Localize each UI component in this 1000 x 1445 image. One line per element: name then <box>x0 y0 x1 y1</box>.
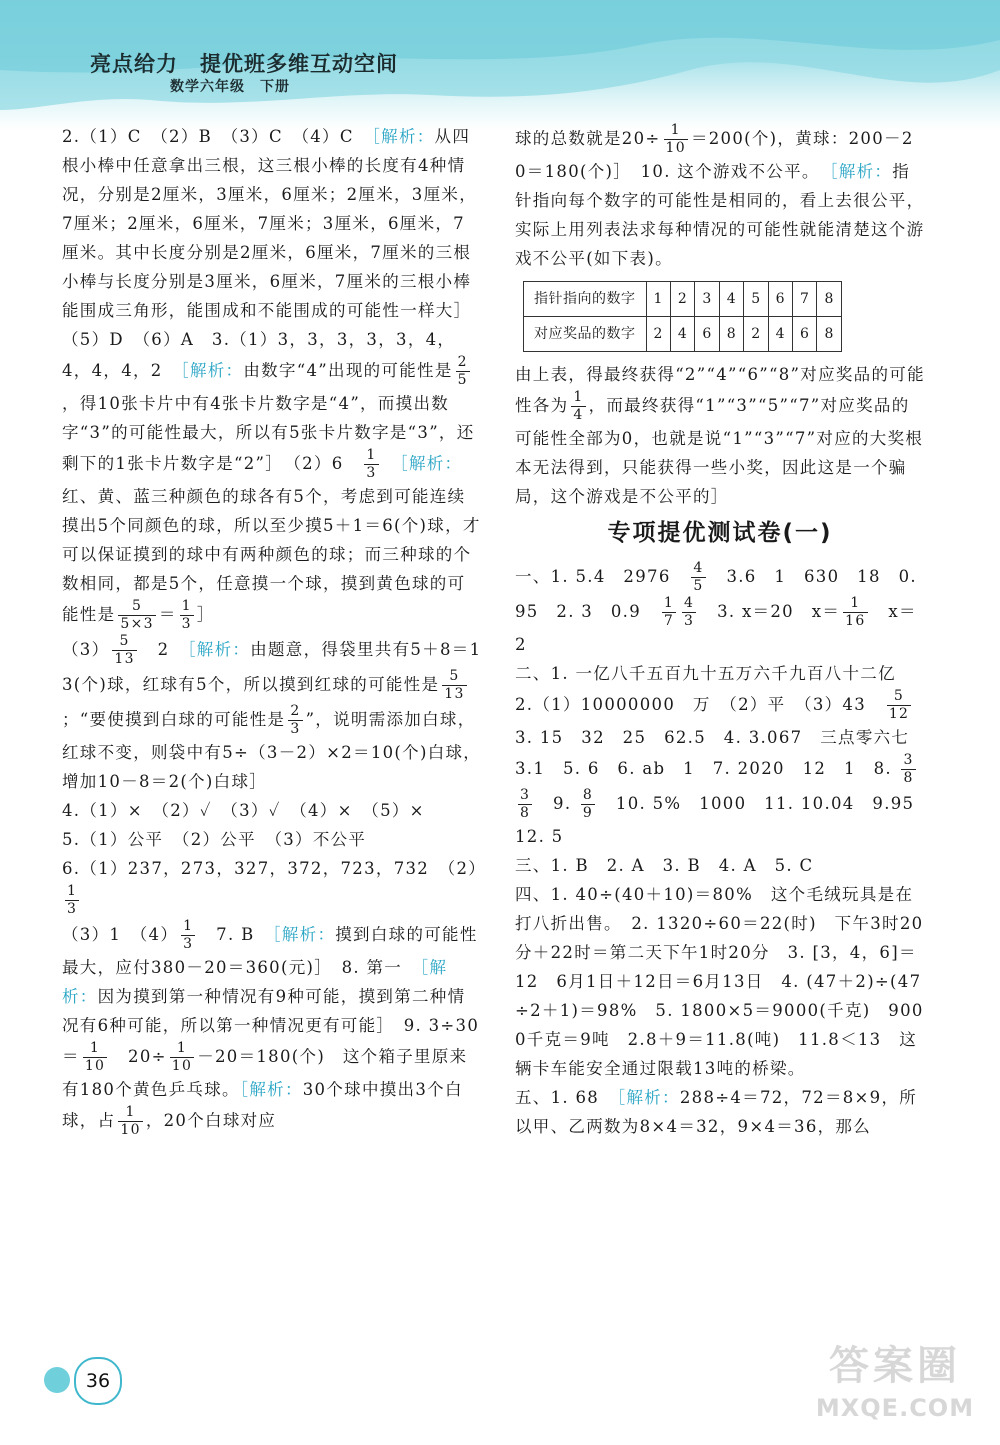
section-3-answers: 三、1. B 2. A 3. B 4. A 5. C <box>515 856 814 875</box>
section-title: 专项提优测试卷(一) <box>607 520 833 546</box>
table-cell: 7 <box>793 282 817 317</box>
answer-q3-part3: （3） $\frac{5}{13}$ 2 ［解析：由题意，得袋里共有5＋8＝13(个)球，红球有5个，所以摸到红球的可能性是 $\frac{5}{13}$ ；“要使摸到白球的可能性是 $\frac{2}{3}$ ”，说明需添加白球，红球不变，则袋中有5÷（3－2）×2＝10(个)白球，增加10－8＝2(个)白球］ <box>62 633 482 791</box>
page-number: 36 <box>74 1357 122 1405</box>
hint-label: ［解析： <box>62 958 448 1006</box>
header-subtitle: 数学六年级 下册 <box>170 79 290 95</box>
table-cell: 2 <box>646 317 670 352</box>
fraction: $\frac{1}{3}$ <box>181 598 192 632</box>
section-2-answers: 二、1. 一亿八千五百九十五万六千九百八十二亿 2.（1）10000000 万 （2）平 （3）43 $\frac{5}{12}$ 3. 15 32 25 62.5 4. 3.067 三点零六七 3.1 5. 6 6. ab 1 7. 2020 12 1 8. $\frac{3}{8}$ $\frac{3}{8}$ 9. $\frac{8}{9}$ 10. 5% 1000 11. 10.04 9.95 12. 5 <box>515 664 933 846</box>
fraction: $\frac{1}{4}$ <box>573 389 584 423</box>
fraction: $\frac{1}{3}$ <box>183 918 194 952</box>
table-cell: 6 <box>695 317 719 352</box>
page-number-decoration <box>44 1367 70 1393</box>
table-row <box>524 317 842 352</box>
answer-q9-cont: 球的总数就是20÷ $\frac{1}{10}$ ＝200(个)，黄球：200－20＝180(个)］ 10. 这个游戏不公平。 ［解析：指针指向每个数字的可能性是相同的，看上去很公平，实际上用列表法求每种情况的可能性就能清楚这个游戏不公平(如下表)。 <box>515 122 925 268</box>
watermark-text: 答案圈 <box>829 1343 961 1389</box>
section-1-answers: 一、1. 5.4 2976 $\frac{4}{5}$ 3.6 1 630 18 0.95 2. 3 0.9 $\frac{1}{7}$ $\frac{4}{3}$ 3. x＝20 x＝ $\frac{1}{16}$ x＝2 <box>515 560 917 654</box>
table-cell: 2 <box>744 317 768 352</box>
fraction: $\frac{1}{10}$ <box>84 1040 106 1074</box>
left-column <box>62 122 487 1139</box>
fraction: $\frac{5}{5\times 3}$ <box>120 598 154 632</box>
probability-table <box>523 281 842 352</box>
hint-label: ［解析： <box>371 127 435 146</box>
table-cell: 6 <box>768 282 792 317</box>
fraction: $\frac{1}{3}$ <box>366 447 377 481</box>
hint-label: ［解析： <box>239 1080 303 1099</box>
fraction: $\frac{1}{10}$ <box>665 122 686 156</box>
right-column <box>515 122 933 1141</box>
fraction: $\frac{3}{8}$ <box>520 787 531 821</box>
answer-q10-conclusion: 由上表，得最终获得“2”“4”“6”“8”对应奖品的可能性各为 $\frac{1}{4}$ ，而最终获得“1”“3”“5”“7”对应奖品的可能性全部为0，也就是说“1”“3”“7”对应的大奖根本无法得到，只能获得一些小奖，因此这是一个骗局，这个游戏是不公平的］ <box>515 365 925 506</box>
fraction: $\frac{1}{7}$ <box>663 595 675 629</box>
fraction: $\frac{1}{3}$ <box>67 883 78 917</box>
table-cell: 4 <box>719 282 743 317</box>
fraction: $\frac{4}{5}$ <box>693 560 704 594</box>
section-5-answers: 五、1. 68 ［解析：288÷4＝72，72＝8×9，所以甲、乙两数为8×4＝32，9×4＝36，那么 <box>515 1088 918 1136</box>
hint-label: ［解析： <box>187 640 251 659</box>
fraction: $\frac{5}{13}$ <box>114 633 135 667</box>
hint-label: ［解析： <box>381 454 463 473</box>
section-4-answers: 四、1. 40÷(40＋10)＝80% 这个毛绒玩具是在打八折出售。 2. 1320÷60＝22(时) 下午3时20分＋22时＝第二天下午1时20分 3. [3，4，6]＝12 6月1日＋12日＝6月13日 4. (47＋2)÷(47÷2＋1)＝98% 5. 1800×5＝9000(千克) 9000千克＝9吨 2.8＋9＝11.8(吨) 11.8＜13 这辆卡车能安全通过限载13吨的桥梁。 <box>515 885 924 1078</box>
table-cell: 8 <box>719 317 743 352</box>
answer-q4: 4.（1）× （2）✓ （3）✓ （4）× （5）× <box>62 801 425 820</box>
table-row <box>524 282 842 317</box>
fraction: $\frac{5}{13}$ <box>444 668 465 702</box>
answer-q6-q9: （3）1 （4） $\frac{1}{3}$ 7. B ［解析：摸到白球的可能性最大，应付380－20＝360(元)］ 8. 第一 ［解析：因为摸到第一种情况有9种可能，摸到第二种情况有6种可能，所以第一种情况更有可能］ 9. 3÷30＝ $\frac{1}{10}$ 20÷ $\frac{1}{10}$ －20＝180(个) 这个箱子里原来有180个黄色乒乓球。［解析：30个球中摸出3个白球，占 $\frac{1}{10}$ ，20个白球对应 <box>62 918 480 1138</box>
hint-label: ［解析： <box>180 361 244 380</box>
fraction: $\frac{1}{10}$ <box>171 1040 193 1074</box>
header-band <box>0 0 1000 130</box>
table-row-header: 对应奖品的数字 <box>524 317 647 352</box>
table-cell: 8 <box>817 317 841 352</box>
table-cell: 3 <box>695 282 719 317</box>
answer-q5: 5.（1）公平 （2）公平 （3）不公平 <box>62 830 367 849</box>
table-cell: 6 <box>793 317 817 352</box>
fraction: $\frac{8}{9}$ <box>582 787 594 821</box>
fraction: $\frac{5}{12}$ <box>888 688 910 722</box>
fraction: $\frac{1}{10}$ <box>120 1104 141 1138</box>
table-cell: 1 <box>646 282 670 317</box>
fraction: $\frac{4}{3}$ <box>684 595 695 629</box>
fraction: $\frac{1}{16}$ <box>845 595 866 629</box>
table-cell: 2 <box>670 282 694 317</box>
table-row-header: 指针指向的数字 <box>524 282 647 317</box>
hint-label: ［解析： <box>829 162 893 181</box>
answer-q6: 6.（1）237，273，327，372，723，732 （2） $\frac{1}{3}$ <box>62 859 487 917</box>
hint-label: ［解析： <box>272 925 336 944</box>
watermark-url: MXQE.COM <box>815 1394 975 1422</box>
answer-q2: 2.（1）C （2）B （3）C （4）C ［解析：从四根小棒中任意拿出三根，这三根小棒的长度有4种情况，分别是2厘米，3厘米，6厘米；2厘米，3厘米，7厘米；2厘米，6厘米，7厘米；3厘米，6厘米，7厘米。其中长度分别是2厘米，6厘米，7厘米的三根小棒与长度分别是3厘米，6厘米，7厘米的三根小棒能围成三角形，能围成和不能围成的可能性一样大］ （5）D （6）A 3.（1）3，3，3，3，3，4，4，4，4，2 ［解析：由数字“4”出现的可能性是 $\frac{2}{5}$ ，得10张卡片中有4张卡片数字是“4”，而摸出数字“3”的可能性最大，所以有5张卡片数字是“3”，还剩下的1张卡片数字是“2”］ （2）6 $\frac{1}{3}$ ［解析：红、黄、蓝三种颜色的球各有5个，考虑到可能连续摸出5个同颜色的球，所以至少摸5＋1＝6(个)球，才可以保证摸到的球中有两种颜色的球；而三种球的个数相同，都是5个，任意摸一个球，摸到黄色球的可能性是 $\frac{5}{5\times 3}$ ＝ $\frac{1}{3}$ ］ <box>62 127 481 632</box>
fraction: $\frac{3}{8}$ <box>903 752 914 786</box>
table-cell: 8 <box>817 282 841 317</box>
fraction: $\frac{2}{3}$ <box>290 703 301 737</box>
table-cell: 4 <box>768 317 792 352</box>
table-cell: 5 <box>744 282 768 317</box>
fraction: $\frac{2}{5}$ <box>457 354 468 388</box>
hint-label: ［解析： <box>616 1088 680 1107</box>
table-cell: 4 <box>670 317 694 352</box>
watermark-logo <box>800 1340 990 1440</box>
header-title: 亮点给力 提优班多维互动空间 <box>90 52 398 76</box>
